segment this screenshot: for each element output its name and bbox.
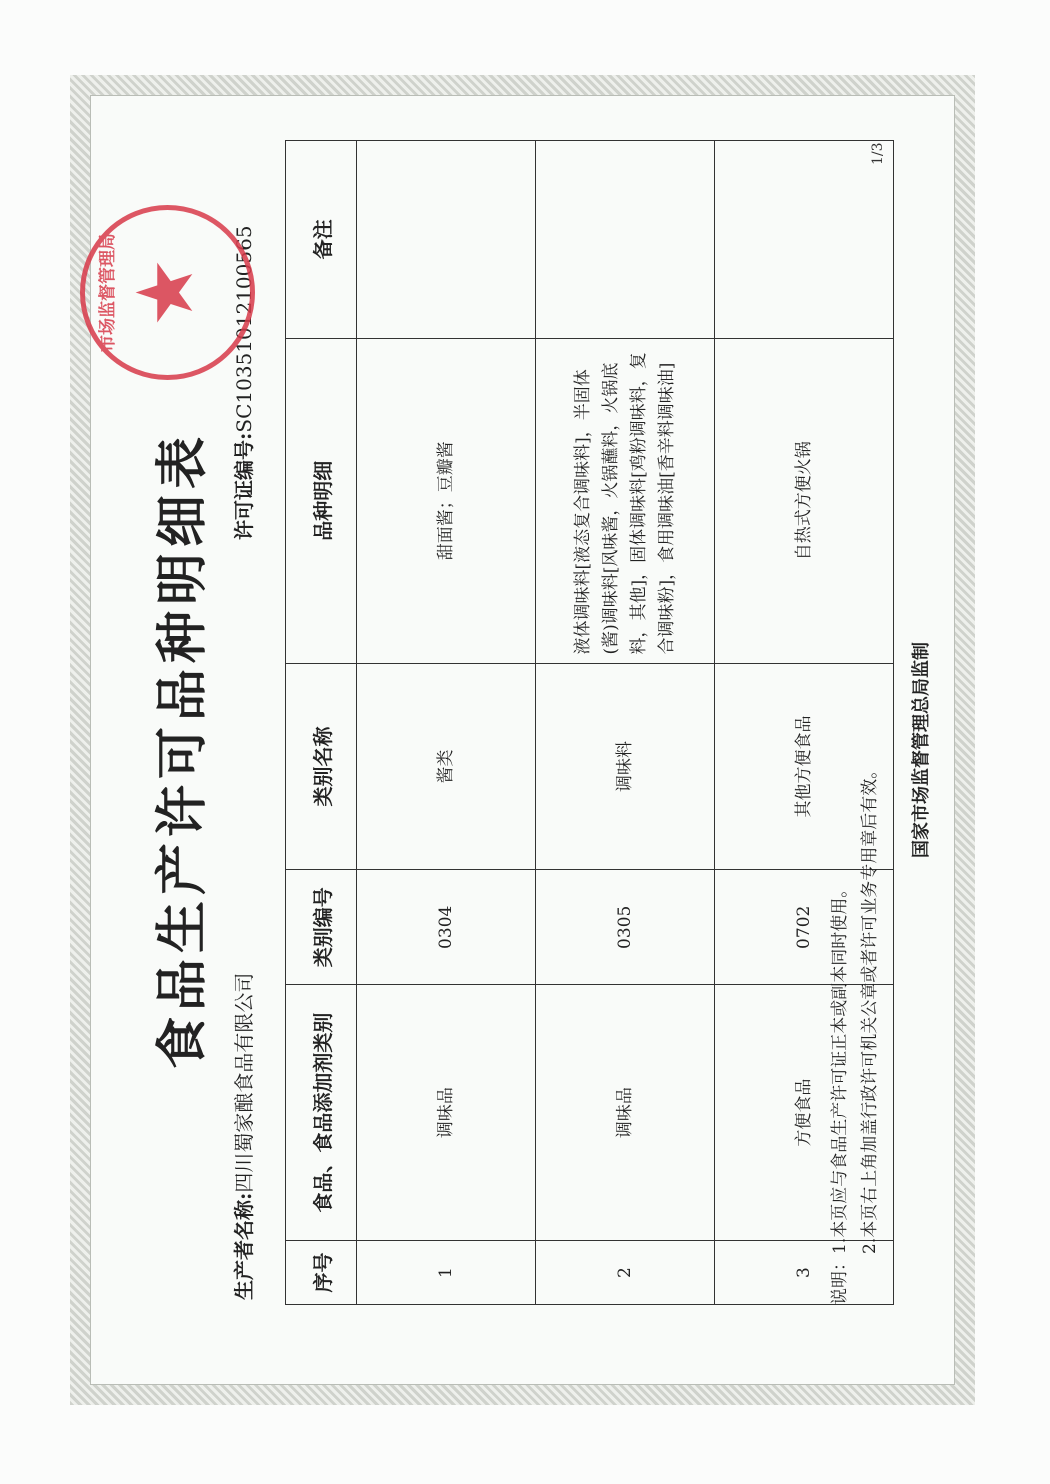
cell-detail: 甜面酱；豆瓣酱 <box>357 338 536 663</box>
cell-category: 方便食品 <box>715 985 894 1241</box>
issuing-authority: 国家市场监督管理总局监制 <box>911 642 932 858</box>
cell-code: 0702 <box>715 870 894 985</box>
cell-no: 1 <box>357 1241 536 1305</box>
cell-code: 0304 <box>357 870 536 985</box>
notes <box>825 762 885 1305</box>
header-category: 食品、食品添加剂类别 <box>286 985 357 1241</box>
table-row <box>357 141 536 1305</box>
cell-remark <box>357 141 536 339</box>
cell-no: 2 <box>536 1241 715 1305</box>
page-number: 1/3 <box>870 142 886 165</box>
cell-detail: 自热式方便火锅 <box>715 338 894 663</box>
producer-name <box>228 973 257 1300</box>
cell-remark <box>715 141 894 339</box>
cell-no: 3 <box>715 1241 894 1305</box>
star-icon: ★ <box>121 257 211 328</box>
seal-text: 市场监督管理局 <box>98 233 118 352</box>
cell-detail: 液体调味料[液态复合调味料]，半固体(酱)调味料[风味酱，火锅蘸料，火锅底料，其他]，固体调味料[鸡粉调味料，复合调味粉]，食用调味油[香辛料调味油] <box>536 338 715 663</box>
table-header-row <box>286 141 357 1305</box>
cell-code: 0305 <box>536 870 715 985</box>
cell-name: 酱类 <box>357 663 536 870</box>
note-line-1: 1.本页应与食品生产许可证正本或副本同时使用。 <box>830 880 850 1254</box>
cell-category: 调味品 <box>536 985 715 1241</box>
cell-category: 调味品 <box>357 985 536 1241</box>
producer-label: 生产者名称: <box>232 1192 256 1300</box>
table-row <box>536 141 715 1305</box>
official-seal <box>80 205 255 380</box>
header-remark: 备注 <box>286 141 357 339</box>
header-no: 序号 <box>286 1241 357 1305</box>
header-name: 类别名称 <box>286 663 357 870</box>
cell-name: 其他方便食品 <box>715 663 894 870</box>
page-title: 食品生产许可品种明细表 <box>152 431 213 1070</box>
header-code: 类别编号 <box>286 870 357 985</box>
producer-value: 四川蜀家酿食品有限公司 <box>232 972 256 1193</box>
cell-name: 调味料 <box>536 663 715 870</box>
header-detail: 品种明细 <box>286 338 357 663</box>
license-value: SC10351012100565 <box>232 225 256 433</box>
license-label: 许可证编号: <box>232 432 256 540</box>
note-line-2: 2.本页右上角加盖行政许可机关公章或者许可业务专用章后有效。 <box>860 761 880 1254</box>
cell-remark <box>536 141 715 339</box>
notes-label: 说明： <box>830 1254 850 1305</box>
variety-table <box>285 140 894 1305</box>
